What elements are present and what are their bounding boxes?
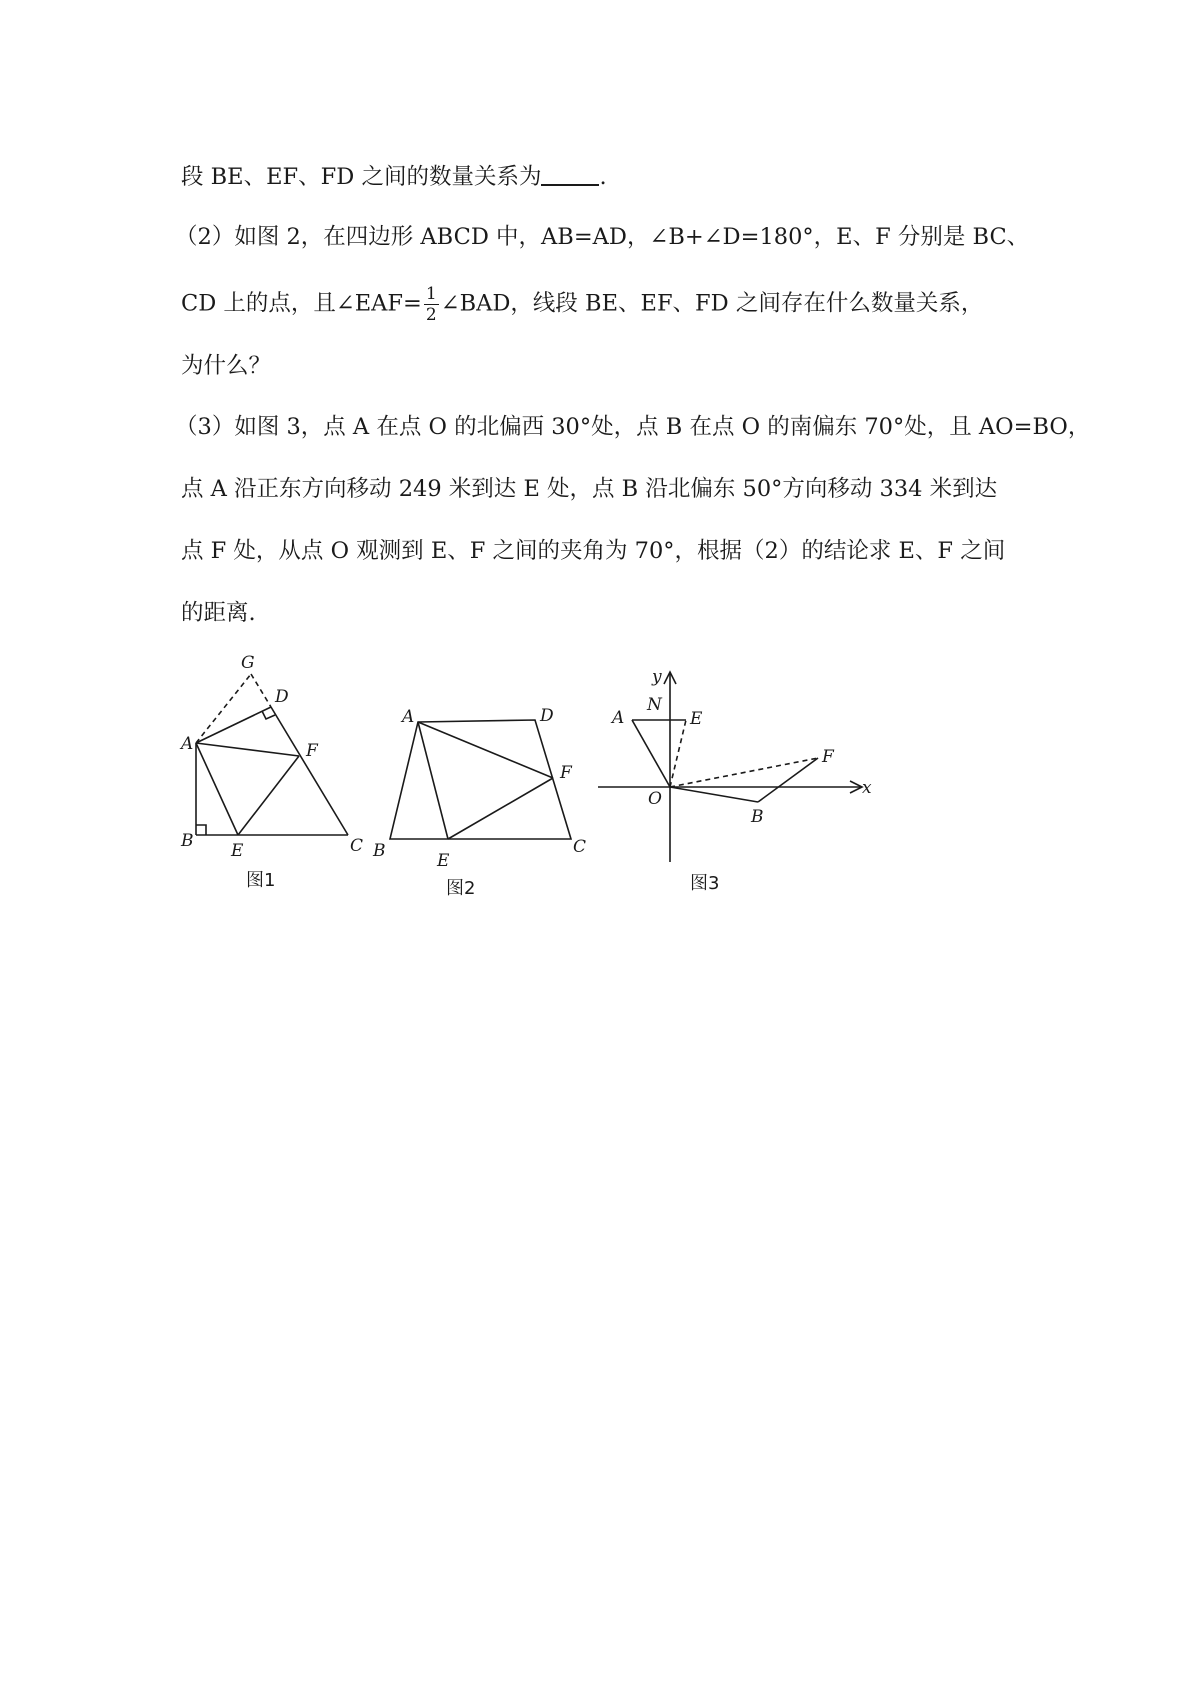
fig2-segment-af (418, 722, 553, 778)
fig3-label-a: A (612, 708, 625, 728)
fig2-label-e: E (437, 851, 450, 871)
text-line-8: 的距离. (181, 600, 256, 626)
fraction-one-half (424, 284, 439, 325)
fig3-label-n: N (647, 695, 662, 715)
fig3-label-o: O (648, 789, 662, 809)
fig3-segment-of (670, 758, 818, 787)
fig2-label-b: B (373, 841, 386, 861)
fig1-label-c: C (350, 836, 364, 856)
fig1-label-g: G (241, 653, 255, 673)
fig1-right-angle-b (196, 825, 206, 835)
fig3-label-x: x (862, 778, 872, 798)
answer-blank (541, 166, 599, 186)
text-line-2: （2）如图 2，在四边形 ABCD 中，AB=AD，∠B+∠D=180°，E、F 分别是 BC、 (175, 224, 1030, 250)
line-3-text-b: ∠BAD，线段 BE、EF、FD 之间存在什么数量关系， (440, 290, 984, 317)
line-3-text-a: CD 上的点，且∠EAF= (181, 290, 422, 317)
figure-2 (370, 700, 587, 900)
figure-1 (178, 650, 378, 880)
text-line-6: 点 A 沿正东方向移动 249 米到达 E 处，点 B 沿北偏东 50°方向移动 334 米到达 (181, 476, 998, 502)
fig2-segment-ae (418, 722, 448, 839)
fig2-label-c: C (573, 837, 587, 857)
text-line-1 (181, 162, 607, 192)
fig1-segment-da (196, 707, 271, 743)
text-line-3 (181, 284, 983, 325)
fig1-label-b: B (181, 831, 194, 851)
fig1-right-angle-d (262, 711, 275, 719)
fig2-label-f: F (560, 763, 572, 783)
fig1-caption: 图1 (246, 870, 276, 891)
text-line-4: 为什么？ (181, 353, 272, 379)
fig1-label-f: F (306, 741, 318, 761)
fig1-segment-ef (238, 756, 299, 835)
fraction-denominator: 2 (425, 305, 437, 325)
fig3-label-y: y (652, 667, 662, 687)
fig3-label-e: E (690, 709, 703, 729)
fig1-label-a: A (181, 734, 194, 754)
line-1-period: . (599, 164, 607, 190)
fig2-segment-ef (448, 778, 553, 839)
fig3-caption: 图3 (690, 873, 720, 894)
fig1-segment-ae (196, 743, 238, 835)
fig1-label-e: E (231, 841, 244, 861)
fig3-segment-oe (670, 720, 686, 787)
fig3-label-f: F (822, 747, 834, 767)
fraction-numerator: 1 (425, 284, 437, 304)
fig1-segment-gd (251, 674, 271, 707)
fig2-label-a: A (402, 707, 415, 727)
fig2-quadrilateral-abcd (390, 720, 571, 839)
fig3-label-b: B (751, 807, 764, 827)
fig2-caption: 图2 (446, 878, 476, 899)
text-line-5: （3）如图 3，点 A 在点 O 的北偏西 30°处，点 B 在点 O 的南偏东 70°处，且 AO=BO， (175, 414, 1091, 440)
line-1-text: 段 BE、EF、FD 之间的数量关系为 (181, 164, 542, 190)
fig1-segment-af (196, 743, 299, 756)
fig1-label-d: D (275, 687, 289, 707)
fig1-segment-cd (271, 707, 348, 835)
fig3-segment-ao (632, 720, 670, 787)
fig3-segment-ob (670, 787, 758, 802)
fig1-segment-ag (196, 674, 251, 743)
fig2-label-d: D (540, 706, 554, 726)
text-line-7: 点 F 处，从点 O 观测到 E、F 之间的夹角为 70°，根据（2）的结论求 E、F 之间 (181, 538, 1006, 564)
figure-3 (595, 660, 885, 900)
